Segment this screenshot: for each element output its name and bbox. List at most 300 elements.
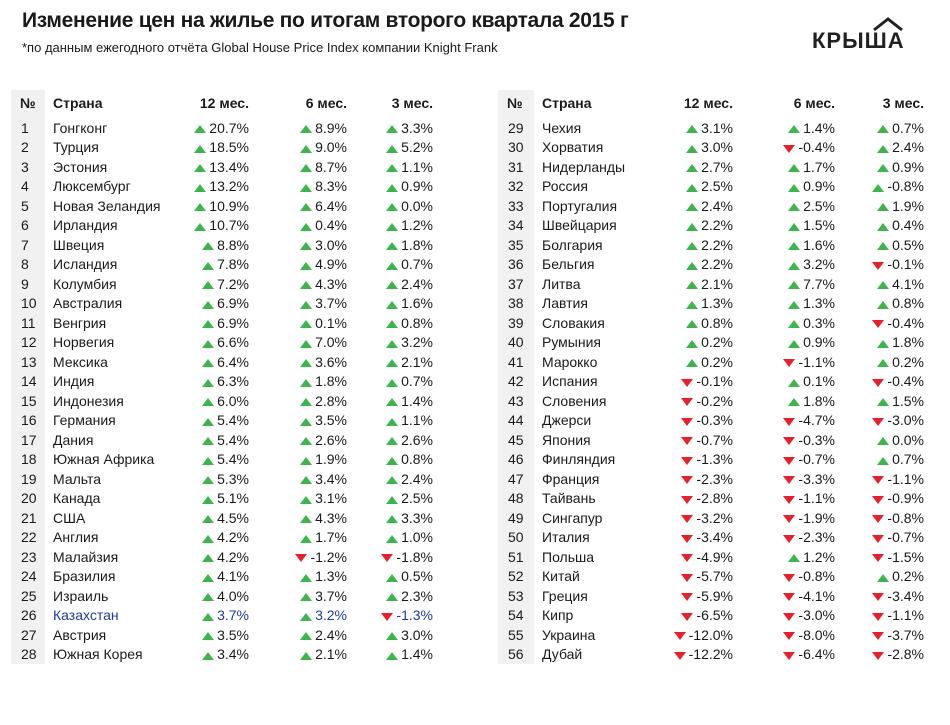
table-row xyxy=(498,391,930,411)
value-text: -3.0% xyxy=(798,607,835,624)
arrow-up-icon xyxy=(686,340,698,348)
arrow-up-icon xyxy=(686,359,698,367)
value-text: 1.4% xyxy=(803,119,835,136)
row-rank: 14 xyxy=(11,372,45,392)
value-text: -8.0% xyxy=(798,626,835,643)
row-country: Австрия xyxy=(53,626,107,643)
value-text: 2.5% xyxy=(701,178,733,195)
row-country: США xyxy=(53,509,86,526)
row-rank: 5 xyxy=(11,196,45,216)
row-country: Бразилия xyxy=(53,568,116,585)
arrow-up-icon xyxy=(877,125,889,133)
row-rank: 42 xyxy=(498,372,534,392)
row-country: Литва xyxy=(542,275,581,292)
value-text: 1.8% xyxy=(803,392,835,409)
row-rank: 4 xyxy=(11,177,45,197)
value-text: 2.4% xyxy=(701,197,733,214)
row-country: Швейцария xyxy=(542,217,617,234)
row-value-m3 xyxy=(353,547,439,567)
value-text: -0.3% xyxy=(798,431,835,448)
row-rank: 54 xyxy=(498,606,534,626)
row-value-m12 xyxy=(644,177,739,197)
value-text: 0.8% xyxy=(401,314,433,331)
row-value-m12 xyxy=(163,469,255,489)
table-row xyxy=(11,294,439,314)
row-value-m6 xyxy=(255,469,353,489)
value-text: -4.7% xyxy=(798,412,835,429)
row-country: Мальта xyxy=(53,470,102,487)
row-value-m6 xyxy=(255,333,353,353)
row-value-m6 xyxy=(739,157,841,177)
row-rank: 32 xyxy=(498,177,534,197)
value-text: 1.5% xyxy=(803,217,835,234)
value-text: -1.1% xyxy=(887,607,924,624)
value-text: -1.3% xyxy=(696,451,733,468)
table-row xyxy=(11,645,439,665)
col-header-num: № xyxy=(11,90,45,118)
value-text: -5.9% xyxy=(696,587,733,604)
row-value-m3 xyxy=(353,411,439,431)
value-text: -0.1% xyxy=(887,256,924,273)
value-text: 1.8% xyxy=(401,236,433,253)
row-value-m3 xyxy=(841,450,930,470)
row-value-m12 xyxy=(644,528,739,548)
row-value-m3 xyxy=(353,567,439,587)
arrow-up-icon xyxy=(788,203,800,211)
arrow-up-icon xyxy=(788,379,800,387)
arrow-up-icon xyxy=(300,457,312,465)
row-value-m3 xyxy=(841,196,930,216)
row-value-m12 xyxy=(163,645,255,665)
row-value-m12 xyxy=(163,586,255,606)
row-value-m6 xyxy=(739,274,841,294)
value-text: 4.3% xyxy=(315,509,347,526)
col-header-3m: 3 мес. xyxy=(882,95,924,111)
value-text: 1.1% xyxy=(401,412,433,429)
value-text: 7.0% xyxy=(315,334,347,351)
row-value-m6 xyxy=(255,450,353,470)
value-text: 9.0% xyxy=(315,139,347,156)
row-value-m6 xyxy=(255,118,353,138)
arrow-up-icon xyxy=(300,437,312,445)
row-value-m6 xyxy=(255,255,353,275)
value-text: 0.7% xyxy=(892,119,924,136)
table-header-row xyxy=(11,90,439,118)
arrow-up-icon xyxy=(877,301,889,309)
arrow-up-icon xyxy=(788,398,800,406)
arrow-down-icon xyxy=(783,515,795,523)
row-rank: 25 xyxy=(11,586,45,606)
row-value-m3 xyxy=(841,547,930,567)
table-row xyxy=(11,138,439,158)
row-value-m6 xyxy=(255,508,353,528)
row-value-m3 xyxy=(353,333,439,353)
row-rank: 10 xyxy=(11,294,45,314)
arrow-up-icon xyxy=(686,145,698,153)
value-text: 1.1% xyxy=(401,158,433,175)
col-header-12m: 12 мес. xyxy=(683,95,733,111)
row-country: Малайзия xyxy=(53,548,119,565)
row-value-m3 xyxy=(841,352,930,372)
row-value-m3 xyxy=(841,274,930,294)
arrow-up-icon xyxy=(300,359,312,367)
row-value-m3 xyxy=(841,645,930,665)
arrow-up-icon xyxy=(202,457,214,465)
row-rank: 47 xyxy=(498,469,534,489)
row-value-m3 xyxy=(353,235,439,255)
row-value-m6 xyxy=(739,372,841,392)
row-country: Норвегия xyxy=(53,334,115,351)
value-text: 3.1% xyxy=(315,490,347,507)
value-text: 18.5% xyxy=(209,139,249,156)
value-text: 3.3% xyxy=(401,509,433,526)
value-text: -3.7% xyxy=(887,626,924,643)
row-value-m3 xyxy=(353,489,439,509)
row-value-m3 xyxy=(841,138,930,158)
arrow-down-icon xyxy=(872,554,884,562)
value-text: 1.7% xyxy=(315,529,347,546)
arrow-up-icon xyxy=(202,476,214,484)
value-text: 4.9% xyxy=(315,256,347,273)
value-text: -1.1% xyxy=(798,353,835,370)
row-rank: 22 xyxy=(11,528,45,548)
arrow-down-icon xyxy=(872,379,884,387)
row-country: Люксембург xyxy=(53,178,131,195)
row-value-m12 xyxy=(163,352,255,372)
value-text: 0.9% xyxy=(892,158,924,175)
arrow-down-icon xyxy=(872,320,884,328)
table-row xyxy=(11,430,439,450)
value-text: -0.8% xyxy=(798,568,835,585)
value-text: 2.4% xyxy=(401,470,433,487)
arrow-down-icon xyxy=(681,476,693,484)
value-text: -0.3% xyxy=(696,412,733,429)
row-value-m6 xyxy=(739,567,841,587)
row-value-m12 xyxy=(644,547,739,567)
arrow-up-icon xyxy=(300,379,312,387)
arrow-down-icon xyxy=(681,515,693,523)
value-text: 2.6% xyxy=(315,431,347,448)
row-value-m3 xyxy=(841,333,930,353)
value-text: -12.2% xyxy=(688,646,733,663)
row-value-m12 xyxy=(163,411,255,431)
row-value-m12 xyxy=(644,508,739,528)
row-value-m6 xyxy=(255,567,353,587)
row-value-m3 xyxy=(353,274,439,294)
row-value-m6 xyxy=(739,352,841,372)
arrow-up-icon xyxy=(386,145,398,153)
arrow-up-icon xyxy=(877,145,889,153)
arrow-down-icon xyxy=(783,359,795,367)
row-value-m6 xyxy=(255,235,353,255)
arrow-up-icon xyxy=(300,242,312,250)
row-value-m3 xyxy=(841,216,930,236)
row-country: Эстония xyxy=(53,158,108,175)
arrow-up-icon xyxy=(386,398,398,406)
arrow-up-icon xyxy=(202,593,214,601)
value-text: 4.1% xyxy=(217,568,249,585)
arrow-down-icon xyxy=(783,476,795,484)
row-value-m3 xyxy=(353,196,439,216)
row-value-m12 xyxy=(163,255,255,275)
arrow-up-icon xyxy=(300,418,312,426)
row-value-m3 xyxy=(353,216,439,236)
table-row xyxy=(11,606,439,626)
arrow-up-icon xyxy=(202,535,214,543)
value-text: 5.2% xyxy=(401,139,433,156)
row-country: Греция xyxy=(542,587,588,604)
row-rank: 49 xyxy=(498,508,534,528)
table-row xyxy=(498,508,930,528)
row-value-m6 xyxy=(739,508,841,528)
arrow-up-icon xyxy=(877,437,889,445)
arrow-up-icon xyxy=(686,223,698,231)
arrow-up-icon xyxy=(386,281,398,289)
arrow-up-icon xyxy=(386,340,398,348)
arrow-up-icon xyxy=(300,320,312,328)
value-text: 3.4% xyxy=(217,646,249,663)
arrow-down-icon xyxy=(783,574,795,582)
row-value-m12 xyxy=(163,547,255,567)
value-text: 3.5% xyxy=(217,626,249,643)
table-row xyxy=(498,352,930,372)
row-rank: 46 xyxy=(498,450,534,470)
table-row xyxy=(498,294,930,314)
value-text: -4.1% xyxy=(798,587,835,604)
arrow-down-icon xyxy=(674,652,686,660)
arrow-up-icon xyxy=(300,203,312,211)
row-rank: 40 xyxy=(498,333,534,353)
value-text: 6.9% xyxy=(217,295,249,312)
row-value-m3 xyxy=(841,528,930,548)
col-header-country: Страна xyxy=(542,95,592,111)
arrow-up-icon xyxy=(202,437,214,445)
row-country: Ирландия xyxy=(53,217,118,234)
value-text: 1.8% xyxy=(892,334,924,351)
value-text: 0.3% xyxy=(803,314,835,331)
row-rank: 16 xyxy=(11,411,45,431)
arrow-up-icon xyxy=(300,613,312,621)
arrow-up-icon xyxy=(300,145,312,153)
value-text: -1.5% xyxy=(887,548,924,565)
value-text: -2.8% xyxy=(696,490,733,507)
value-text: 6.4% xyxy=(315,197,347,214)
row-value-m6 xyxy=(739,430,841,450)
row-rank: 38 xyxy=(498,294,534,314)
row-value-m12 xyxy=(644,489,739,509)
arrow-down-icon xyxy=(783,632,795,640)
value-text: 5.4% xyxy=(217,451,249,468)
value-text: -0.4% xyxy=(887,373,924,390)
row-value-m12 xyxy=(644,469,739,489)
row-country: Индонезия xyxy=(53,392,124,409)
value-text: 0.9% xyxy=(803,178,835,195)
value-text: 7.8% xyxy=(217,256,249,273)
row-rank: 9 xyxy=(11,274,45,294)
table-row xyxy=(498,430,930,450)
row-country: Россия xyxy=(542,178,588,195)
row-value-m3 xyxy=(353,391,439,411)
arrow-up-icon xyxy=(300,632,312,640)
arrow-up-icon xyxy=(686,184,698,192)
row-value-m12 xyxy=(163,450,255,470)
row-rank: 43 xyxy=(498,391,534,411)
row-country: Дания xyxy=(53,431,94,448)
table-row xyxy=(11,255,439,275)
arrow-up-icon xyxy=(386,457,398,465)
row-value-m6 xyxy=(739,645,841,665)
arrow-up-icon xyxy=(686,164,698,172)
arrow-up-icon xyxy=(788,262,800,270)
row-value-m3 xyxy=(841,391,930,411)
table-row xyxy=(11,235,439,255)
value-text: 1.0% xyxy=(401,529,433,546)
arrow-up-icon xyxy=(202,281,214,289)
arrow-up-icon xyxy=(202,242,214,250)
table-row xyxy=(498,372,930,392)
row-country: Германия xyxy=(53,412,116,429)
value-text: 2.6% xyxy=(401,431,433,448)
arrow-up-icon xyxy=(202,652,214,660)
row-value-m3 xyxy=(353,469,439,489)
value-text: 10.7% xyxy=(209,217,249,234)
row-value-m12 xyxy=(644,411,739,431)
row-value-m12 xyxy=(644,567,739,587)
value-text: 3.0% xyxy=(401,626,433,643)
row-value-m3 xyxy=(353,372,439,392)
table-row xyxy=(498,196,930,216)
value-text: 4.2% xyxy=(217,529,249,546)
value-text: 0.4% xyxy=(315,217,347,234)
row-value-m12 xyxy=(163,313,255,333)
row-country: Словения xyxy=(542,392,607,409)
arrow-down-icon xyxy=(681,398,693,406)
row-rank: 11 xyxy=(11,313,45,333)
arrow-up-icon xyxy=(202,398,214,406)
value-text: 8.8% xyxy=(217,236,249,253)
arrow-up-icon xyxy=(202,574,214,582)
row-country: Марокко xyxy=(542,353,598,370)
row-value-m3 xyxy=(353,528,439,548)
row-value-m3 xyxy=(841,469,930,489)
row-value-m6 xyxy=(255,352,353,372)
value-text: 3.3% xyxy=(401,119,433,136)
arrow-up-icon xyxy=(686,262,698,270)
arrow-up-icon xyxy=(194,203,206,211)
arrow-up-icon xyxy=(386,223,398,231)
row-rank: 48 xyxy=(498,489,534,509)
col-header-country: Страна xyxy=(53,95,103,111)
arrow-down-icon xyxy=(872,632,884,640)
row-rank: 33 xyxy=(498,196,534,216)
row-country: Финляндия xyxy=(542,451,616,468)
value-text: 1.3% xyxy=(701,295,733,312)
row-rank: 31 xyxy=(498,157,534,177)
arrow-up-icon xyxy=(300,281,312,289)
arrow-up-icon xyxy=(386,379,398,387)
arrow-up-icon xyxy=(194,145,206,153)
row-rank: 20 xyxy=(11,489,45,509)
table-row xyxy=(11,391,439,411)
row-rank: 19 xyxy=(11,469,45,489)
arrow-up-icon xyxy=(386,164,398,172)
arrow-up-icon xyxy=(202,613,214,621)
arrow-up-icon xyxy=(877,457,889,465)
arrow-up-icon xyxy=(386,515,398,523)
arrow-up-icon xyxy=(877,340,889,348)
arrow-up-icon xyxy=(202,379,214,387)
value-text: 3.7% xyxy=(315,295,347,312)
row-value-m6 xyxy=(255,274,353,294)
row-value-m6 xyxy=(255,138,353,158)
value-text: 1.3% xyxy=(803,295,835,312)
row-value-m6 xyxy=(739,625,841,645)
row-country: Дубай xyxy=(542,646,583,663)
row-rank: 37 xyxy=(498,274,534,294)
table-row xyxy=(11,567,439,587)
table-row xyxy=(498,586,930,606)
row-country: Исландия xyxy=(53,256,118,273)
row-value-m6 xyxy=(739,489,841,509)
value-text: -0.8% xyxy=(887,509,924,526)
arrow-up-icon xyxy=(386,418,398,426)
arrow-up-icon xyxy=(194,223,206,231)
row-rank: 30 xyxy=(498,138,534,158)
value-text: 13.4% xyxy=(209,158,249,175)
arrow-up-icon xyxy=(300,574,312,582)
row-country: Чехия xyxy=(542,119,582,136)
row-value-m12 xyxy=(163,216,255,236)
value-text: -0.9% xyxy=(887,490,924,507)
value-text: 3.2% xyxy=(315,607,347,624)
value-text: -0.8% xyxy=(887,178,924,195)
table-row xyxy=(11,411,439,431)
arrow-down-icon xyxy=(783,535,795,543)
row-country: Англия xyxy=(53,529,99,546)
table-row xyxy=(11,469,439,489)
table-row xyxy=(498,489,930,509)
row-value-m12 xyxy=(163,528,255,548)
row-country: Швеция xyxy=(53,236,105,253)
row-country: Бельгия xyxy=(542,256,595,273)
page-subtitle: *по данным ежегодного отчёта Global House Price Index компании Knight Frank xyxy=(22,40,498,55)
arrow-up-icon xyxy=(788,340,800,348)
row-value-m12 xyxy=(644,606,739,626)
row-country: Япония xyxy=(542,431,591,448)
value-text: 6.0% xyxy=(217,392,249,409)
row-value-m12 xyxy=(163,274,255,294)
table-row xyxy=(498,255,930,275)
arrow-up-icon xyxy=(386,593,398,601)
row-value-m12 xyxy=(163,294,255,314)
arrow-down-icon xyxy=(381,554,393,562)
arrow-up-icon xyxy=(386,632,398,640)
value-text: -2.3% xyxy=(798,529,835,546)
table-row xyxy=(498,333,930,353)
value-text: 1.2% xyxy=(401,217,433,234)
arrow-up-icon xyxy=(386,125,398,133)
row-value-m3 xyxy=(841,489,930,509)
row-value-m3 xyxy=(353,645,439,665)
arrow-up-icon xyxy=(788,281,800,289)
row-value-m6 xyxy=(739,333,841,353)
row-value-m12 xyxy=(163,567,255,587)
table-row xyxy=(11,118,439,138)
arrow-up-icon xyxy=(194,164,206,172)
arrow-down-icon xyxy=(783,418,795,426)
row-country: Испания xyxy=(542,373,598,390)
table-row xyxy=(498,606,930,626)
